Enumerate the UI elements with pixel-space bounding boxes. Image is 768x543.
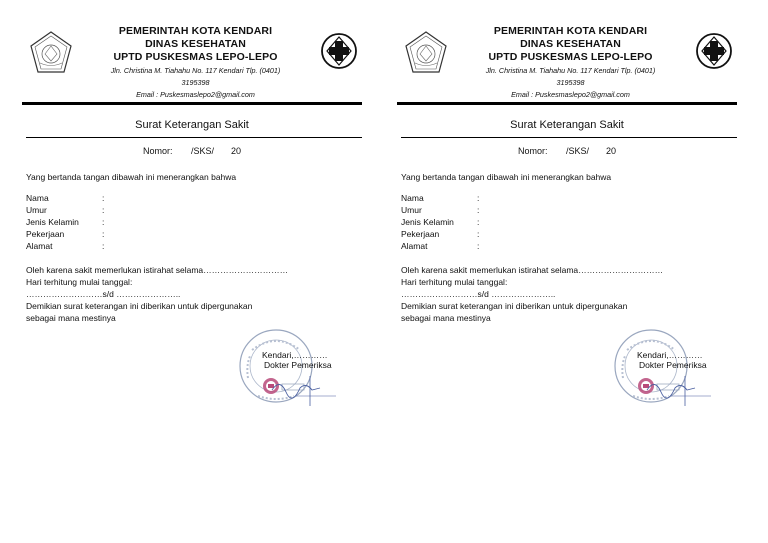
clinic-name: UPTD PUSKESMAS LEPO-LEPO [113,51,278,63]
email-line: Email : Puskesmaslepo2@gmail.com [511,90,630,99]
phone-line: 3195398 [556,78,585,87]
letterhead [397,18,737,102]
field-row [401,192,737,204]
letter-title: Surat Keterangan Sakit [510,119,624,131]
field-row [26,228,362,240]
clinic-name: UPTD PUSKESMAS LEPO-LEPO [488,51,653,63]
phone-line: 3195398 [181,78,210,87]
doctor-title: Dokter Pemeriksa [639,360,707,370]
field-row [401,240,737,252]
field-row [401,204,737,216]
field-label-alamat: Alamat [401,241,428,251]
field-sep: : [477,193,480,203]
letterhead [22,18,362,102]
address-line: Jln. Christina M. Tiahahu No. 117 Kendari Tlp. (0401) [485,66,656,75]
city-emblem-icon [28,30,74,76]
letter-title: Surat Keterangan Sakit [135,119,249,131]
dept-name: DINAS KESEHATAN [145,38,246,50]
start-date-line: Hari terhitung mulai tanggal: [26,277,133,287]
intro-text: Yang bertanda tangan dibawah ini menerangkan bahwa [26,172,237,182]
email-line: Email : Puskesmaslepo2@gmail.com [136,90,255,99]
header-divider [22,102,362,105]
number-label: Nomor: [517,146,548,156]
closing-text [26,264,362,324]
field-row [26,240,362,252]
field-row [26,192,362,204]
number-label: Nomor: [142,146,173,156]
rest-duration-line: Oleh karena sakit memerlukan istirahat selama………………………… [401,265,664,275]
field-label-jenis-kelamin: Jenis Kelamin [401,217,454,227]
letter-number [397,146,737,156]
signature-block [611,328,721,406]
intro-text: Yang bertanda tangan dibawah ini menerangkan bahwa [401,172,612,182]
closing-text [401,264,737,324]
date-range-line: ………………………s/d ………………….. [26,289,181,299]
statement-line-2: sebagai mana mestinya [401,313,491,323]
field-row [401,216,737,228]
patient-fields [26,192,362,252]
city-emblem-icon [403,30,449,76]
address-line: Jln. Christina M. Tiahahu No. 117 Kendari Tlp. (0401) [110,66,281,75]
field-row [401,228,737,240]
statement-line-2: sebagai mana mestinya [26,313,116,323]
field-sep: : [102,193,105,203]
gov-name: PEMERINTAH KOTA KENDARI [493,25,648,37]
field-sep: : [477,217,480,227]
field-label-umur: Umur [401,205,422,215]
date-range-line: ………………………s/d ………………….. [401,289,556,299]
field-label-nama: Nama [26,193,49,203]
field-sep: : [477,229,480,239]
signature-icon [641,368,721,408]
field-label-pekerjaan: Pekerjaan [26,229,65,239]
sick-letter-form-left [22,18,362,418]
health-cross-icon [695,32,733,70]
letter-number [22,146,362,156]
statement-line: Demikian surat keterangan ini diberikan untuk dipergunakan [401,301,628,311]
field-label-pekerjaan: Pekerjaan [401,229,440,239]
title-divider [401,137,737,138]
sign-place-date: Kendari,………… [637,350,703,360]
doctor-title: Dokter Pemeriksa [264,360,332,370]
signature-icon [266,368,346,408]
number-year: 20 [230,146,241,156]
sick-letter-form-right [397,18,737,418]
signature-block [236,328,346,406]
title-divider [26,137,362,138]
rest-duration-line: Oleh karena sakit memerlukan istirahat selama………………………… [26,265,289,275]
field-label-umur: Umur [26,205,47,215]
sign-place-date: Kendari,………… [262,350,328,360]
start-date-line: Hari terhitung mulai tanggal: [401,277,508,287]
number-year: 20 [605,146,616,156]
field-label-jenis-kelamin: Jenis Kelamin [26,217,79,227]
field-sep: : [102,217,105,227]
field-sep: : [102,205,105,215]
field-sep: : [102,229,105,239]
field-label-nama: Nama [401,193,424,203]
health-cross-icon [320,32,358,70]
field-sep: : [102,241,105,251]
field-sep: : [477,241,480,251]
number-code: /SKS/ [565,146,589,156]
dept-name: DINAS KESEHATAN [520,38,621,50]
field-sep: : [477,205,480,215]
patient-fields [401,192,737,252]
field-label-alamat: Alamat [26,241,53,251]
header-divider [397,102,737,105]
statement-line: Demikian surat keterangan ini diberikan untuk dipergunakan [26,301,253,311]
gov-name: PEMERINTAH KOTA KENDARI [118,25,273,37]
field-row [26,216,362,228]
field-row [26,204,362,216]
number-code: /SKS/ [190,146,214,156]
